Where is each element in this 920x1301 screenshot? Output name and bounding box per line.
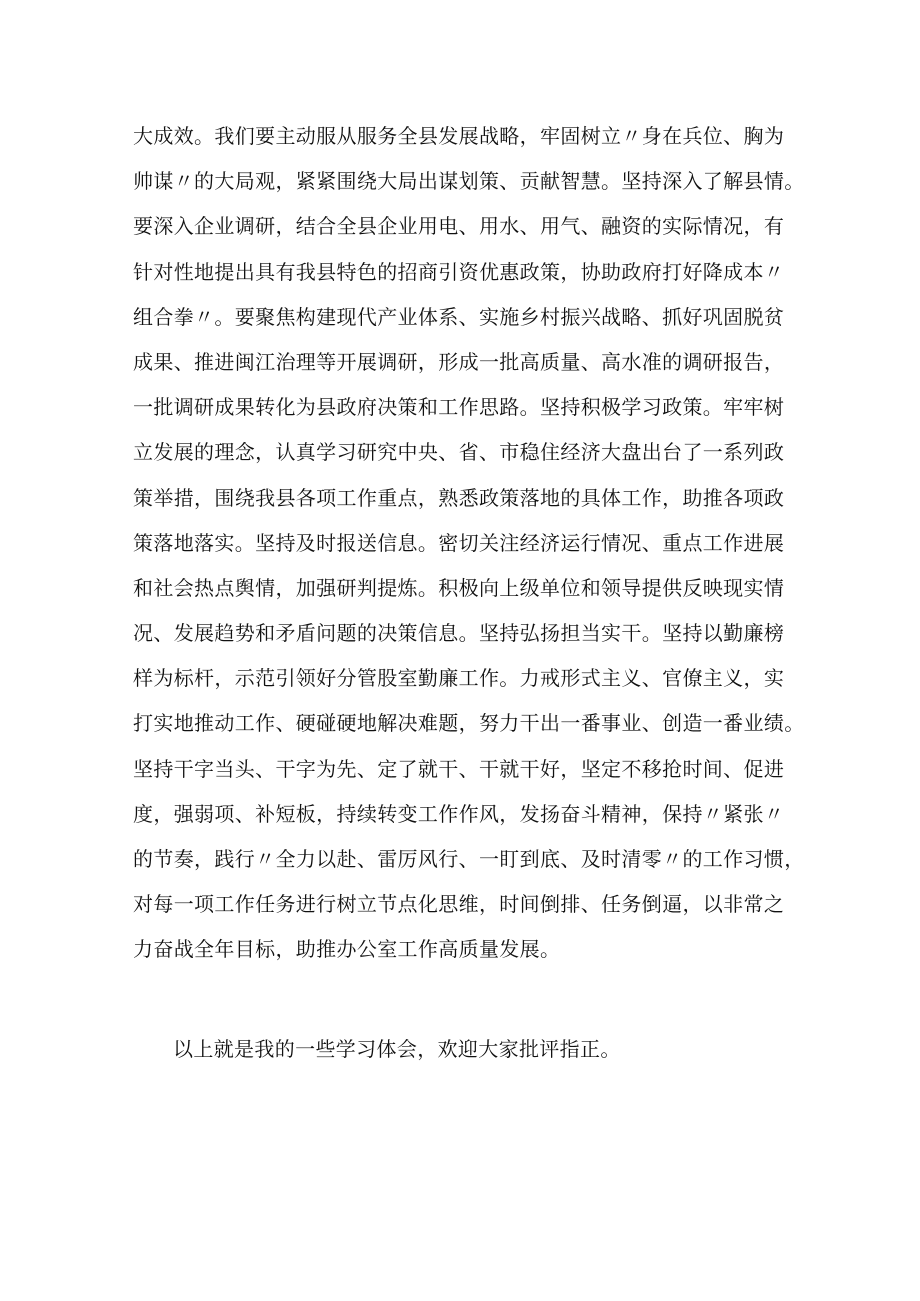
text-line: 力奋战全年目标，助推办公室工作高质量发展。 <box>133 937 561 962</box>
closing-line: 以上就是我的一些学习体会，欢迎大家批评指正。 <box>173 1037 621 1061</box>
text-line: 况、发展趋势和矛盾问题的决策信息。坚持弘扬担当实干。坚持以勤廉榜 <box>133 621 785 646</box>
text-line: 立发展的理念，认真学习研究中央、省、市稳住经济大盘出台了一系列政 <box>133 440 785 465</box>
text-line: 针对性地提出具有我县特色的招商引资优惠政策，协助政府打好降成本〃 <box>133 259 785 284</box>
text-line: 的节奏，践行〃全力以赴、雷厉风行、一盯到底、及时清零〃的工作习惯， <box>133 847 805 871</box>
text-line: 帅谋〃的大局观，紧紧围绕大局出谋划策、贡献智慧。坚持深入了解县情。 <box>133 169 805 194</box>
text-line: 成果、推进闽江治理等开展调研，形成一批高质量、高水准的调研报告， <box>133 349 785 374</box>
text-line: 度，强弱项、补短板，持续转变工作作风，发扬奋斗精神，保持〃紧张〃 <box>133 801 785 826</box>
text-line: 和社会热点舆情，加强研判提炼。积极向上级单位和领导提供反映现实情 <box>133 575 785 600</box>
text-line: 策举措，围绕我县各项工作重点，熟悉政策落地的具体工作，助推各项政 <box>133 485 785 510</box>
text-line: 样为标杆，示范引领好分管股室勤廉工作。力戒形式主义、官僚主义，实 <box>133 666 785 691</box>
text-line: 要深入企业调研，结合全县企业用电、用水、用气、融资的实际情况，有 <box>133 214 785 239</box>
closing-paragraph <box>133 1027 793 1072</box>
text-line: 对每一项工作任务进行树立节点化思维，时间倒排、任务倒逼，以非常之 <box>133 892 785 917</box>
body-paragraph <box>133 114 805 973</box>
text-line: 组合拳〃。要聚焦构建现代产业体系、实施乡村振兴战略、抓好巩固脱贫 <box>133 304 785 329</box>
text-line: 大成效。我们要主动服从服务全县发展战略，牢固树立〃身在兵位、胸为 <box>133 124 785 148</box>
text-line: 打实地推动工作、硬碰硬地解决难题，努力干出一番事业、创造一番业绩。 <box>133 711 805 736</box>
text-line: 一批调研成果转化为县政府决策和工作思路。坚持积极学习政策。牢牢树 <box>133 395 785 420</box>
text-line: 坚持干字当头、干字为先、定了就干、干就干好，坚定不移抢时间、促进 <box>133 756 785 781</box>
text-line: 策落地落实。坚持及时报送信息。密切关注经济运行情况、重点工作进展 <box>133 530 785 555</box>
